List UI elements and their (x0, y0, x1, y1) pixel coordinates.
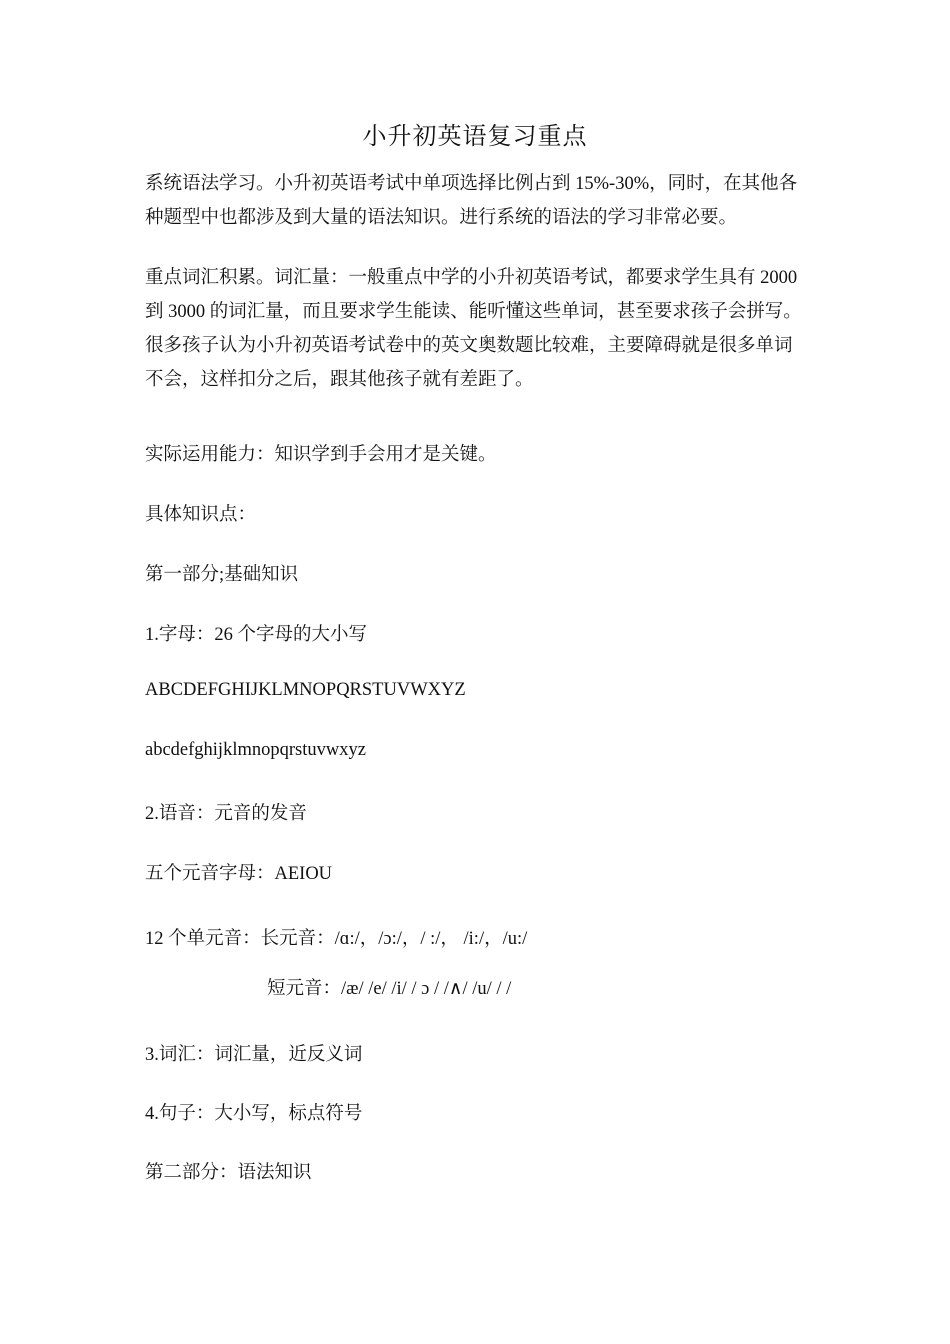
line-short-vowels: 短元音：/æ/ /e/ /i/ / ɔ / /∧/ /u/ / / (267, 979, 512, 999)
paragraph-vocabulary: 重点词汇积累。词汇量：一般重点中学的小升初英语考试，都要求学生具有 2000 到 3000 的词汇量，而且要求学生能读、能听懂这些单词，甚至要求孩子会拼写。很多孩子认为小升初英语考试卷中的英文奥数题比较难，主要障碍就是很多单词不会，这样扣分之后，跟其他孩子就有差距了。 (145, 268, 802, 390)
item-letters: 1.字母：26 个字母的大小写 (145, 625, 368, 645)
uppercase-alphabet: ABCDEFGHIJKLMNOPQRSTUVWXYZ (145, 680, 466, 700)
line-long-vowels: 12 个单元音：长元音：/ɑ:/，/ɔ:/，/ :/， /i:/，/u:/ (145, 929, 528, 949)
lowercase-alphabet: abcdefghijklmnopqrstuvwxyz (145, 740, 366, 760)
document-title: 小升初英语复习重点 (362, 124, 588, 150)
item-sentences: 4.句子：大小写，标点符号 (145, 1104, 363, 1124)
line-five-vowels: 五个元音字母：AEIOU (145, 864, 333, 884)
heading-part-two: 第二部分：语法知识 (145, 1163, 312, 1183)
paragraph-grammar: 系统语法学习。小升初英语考试中单项选择比例占到 15%-30%，同时，在其他各种题型中也都涉及到大量的语法知识。进行系统的语法的学习非常必要。 (145, 174, 798, 228)
line-practical-ability: 实际运用能力：知识学到手会用才是关键。 (145, 445, 497, 465)
heading-part-one: 第一部分;基础知识 (145, 565, 299, 585)
item-vocabulary: 3.词汇：词汇量，近反义词 (145, 1045, 363, 1065)
line-specific-points: 具体知识点： (145, 505, 257, 525)
item-pronunciation: 2.语音：元音的发音 (145, 804, 307, 824)
